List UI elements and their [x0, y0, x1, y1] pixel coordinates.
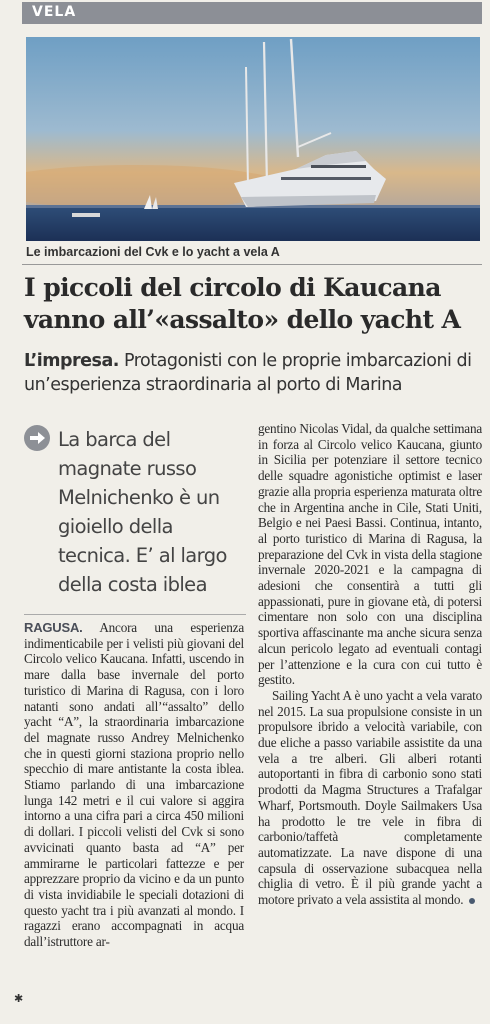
article-text: Sailing Yacht A è uno yacht a vela varato nel 2015. La sua propulsione consiste in un propulsore ibrido a velocità variabile, con due eliche a passo variabile assistite da una vela a tre alberi. Gli alberi rotanti autoportanti in fibra di carbonio sono stati prodotti da Magma Structures a Trafalgar Wharf, Portsmouth. Doyle Sailmakers Usa ha prodotto le tre vele in fibra di carbonio/taffetà completamente automatizzate. La nave dispone di una capsula di osservazione subacquea nella chiglia di vetro. È il più grande yacht a motore privato a vela assistita al mondo.: [258, 687, 482, 908]
section-label: VELA: [32, 4, 77, 20]
article-column-1: [24, 620, 244, 950]
section-bar: [22, 2, 482, 24]
pull-quote: La barca del magnate russo Melnichenko è un gioiello della tecnica. E’ al largo della costa iblea: [58, 428, 227, 596]
divider: [24, 614, 246, 615]
dateline: RAGUSA.: [24, 620, 83, 635]
subhead-lead: L’impresa.: [24, 351, 119, 371]
arrow-right-icon: [24, 425, 50, 451]
divider: [22, 264, 482, 265]
article-column-2: [258, 421, 482, 908]
article-paragraph: gentino Nicolas Vidal, da qualche settimana in forza al Circolo velico Kaucana, giunto in Sicilia per potenziare il settore tecnico delle squadre agonistiche optimist e laser grazie alla propria esperienza maturata oltre che in Argentina anche in Cile, Stati Uniti, Belgio e nei Paesi Bassi. Continua, intanto, al porto turistico di Marina di Ragusa, la preparazione del Cvk in vista della stagione invernale 2020-2021 e la campagna di adesioni che consentirà a tutti gli appassionati, pure in giovane età, di potersi cimentare non solo con una disciplina sportiva affascinante ma anche sicura senza alcun pericolo legato ad eventuali contagi per l’attenzione e la cura con cui tutto è gestito.: [258, 421, 482, 688]
end-mark-icon: [469, 898, 475, 904]
article-paragraph-end: [258, 688, 482, 908]
subheadline: [24, 349, 484, 397]
subhead-text: Protagonisti con le proprie imbarcazioni di un’esperienza straordinaria al porto di Marina: [24, 351, 472, 395]
photo-caption: Le imbarcazioni del Cvk e lo yacht a vela A: [26, 245, 280, 259]
yacht-photo: [26, 37, 480, 241]
headline: I piccoli del circolo di Kaucana vanno all’«assalto» dello yacht A: [24, 273, 461, 334]
asterisk-icon: ✱: [14, 993, 24, 1005]
article-text: Ancora una esperienza indimenticabile per i velisti più giovani del Circolo velico Kaucana. Infatti, uscendo in mare dalla base invernale del porto turistico di Marina di Ragusa, con i loro natanti sono andati all’“assalto” dello yacht “A”, la straordinaria imbarcazione del magnate russo Andrey Melnichenko che in questi giorni staziona proprio nello specchio di mare antistante la costa iblea. Stiamo parlando di una imbarcazione lunga 142 metri e il cui valore si aggira intorno a una cifra pari a circa 450 milioni di dollari. I piccoli velisti del Cvk si sono avvicinati quanto basta ad “A” per ammirarne le particolari fattezze e per apprezzare proprio da vicino e da un punto di vista invidiabile le speciali dotazioni di questo yacht tra i più avanzati al mondo. I ragazzi erano accompagnati in acqua dall’istruttore ar-: [24, 620, 244, 950]
